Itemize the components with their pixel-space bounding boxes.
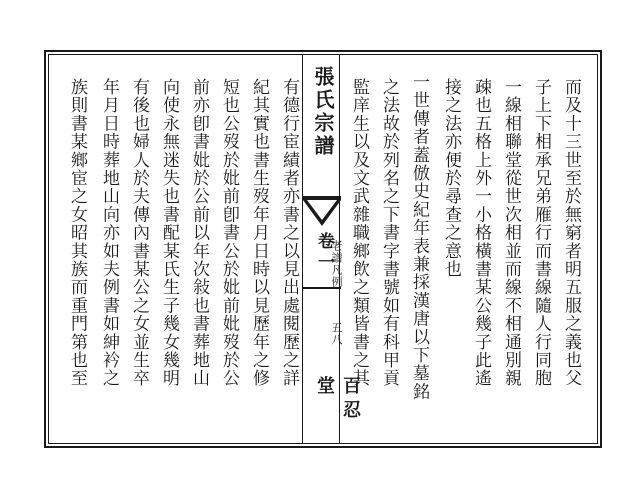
text-column: 前亦卽書妣於公前以年次敍也書葬地山 (189, 78, 209, 388)
fishtail-ornament-icon (303, 196, 341, 228)
text-column: 有後也婦人於夫傳內書某公之女並生卒 (129, 78, 149, 388)
text-column: 子上下相承兄弟雁行而書線隨人行同胞 (531, 78, 551, 388)
page-number: 五八 (330, 322, 343, 346)
text-column: 監庠生以及文武雜職鄉飲之類皆書之其 (349, 78, 369, 388)
fishtail-bottom-icon (303, 286, 341, 300)
text-column: 有德行宦績者亦書之以見出處閱歷之詳 (279, 78, 299, 388)
text-column: 之法故於列名之下書字書號如有科甲貢 (379, 78, 399, 388)
text-column: 年月日時葬地山向亦如夫例書如紳衿之 (99, 78, 119, 388)
text-column: 向使永無迷失也書配某氏生子幾女幾明 (159, 78, 179, 388)
text-column: 一線相聯堂從世次相並而線不相通別親 (501, 78, 521, 388)
text-column: 接之法亦便於尋查之意也 (441, 78, 461, 279)
volume-label: 卷一 (314, 232, 334, 274)
text-column: 紀其實也書生歿年月日時以見歷年之修 (249, 78, 269, 388)
section-title: 老譜凡例 (330, 240, 343, 288)
text-column: 短也公歿於妣前卽書公於妣前妣歿於公 (219, 78, 239, 388)
text-column: 一世傳者蓋倣史紀年表兼採漢唐以下墓銘 (409, 73, 429, 401)
text-column: 族則書某鄉宦之女昭其族而重門第也至 (67, 78, 87, 388)
book-title: 張氏宗譜 (311, 66, 335, 158)
hall-name: 百忍堂 (314, 376, 361, 424)
text-column: 而及十三世至於無窮者明五服之義也父 (561, 78, 581, 388)
text-column: 疎也五格上外一小格橫書某公幾子此遙 (471, 78, 491, 388)
